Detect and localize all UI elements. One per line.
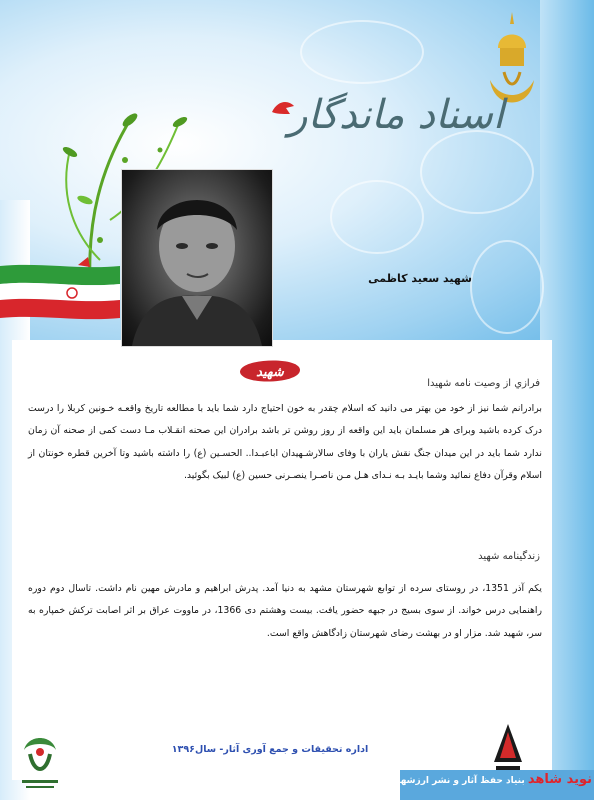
footer-brand [264, 772, 592, 794]
will-paragraph: برادرانم شما نیز از خود من بهتر می دانید که اسلام چقدر به خون احتیاج دارد شما باید با مطالعه تاریخ واقعـه خـونین کربلا را درست درک کرده باشید وبرای هر مسلمان باید این واقعه از روز روشن تر باشد برادران این صحنه انقـلاب مـا دست کمی از صحنه آن زمان ندارد شما باید در این میدان جنگ نقش یاران با وفای سالارشـهیدان اباعبـدا.. الحسـین (ع) را داشته باشید وتا آخرین قطره خونتان از اسلام وقرآن دفاع نمائید وشما بایـد بـه نـدای هـل مـن ناصـرا ینصـرنی حسین (ع) لبیک بگوئید. [28, 403, 542, 482]
iran-flag-image [0, 262, 120, 320]
biography-heading: زندگینامه شهید [478, 551, 540, 562]
footer-brand-red: نوید شاهد [527, 772, 592, 787]
martyr-badge [236, 352, 304, 390]
martyr-portrait-photo [122, 170, 272, 346]
biography-paragraph: یکم آذر 1351، در روستای سرده از توابع شهرستان مشهد به دنیا آمد. پدرش ابراهیم و مادرش مهین نام داشت. تاسال دوم دوره راهنمایی درس خواند. از سوی بسیج در جبهه حضور یافت. بیست وهشتم دی 1366، در ماووت عراق بر اثر اصابت ترکش خمپاره به سر، شهید شد. مزار او در بهشت رضای شهرستان زادگاهش واقع است. [28, 583, 542, 639]
decorative-swirl [300, 20, 424, 84]
portrait-silhouette [122, 170, 272, 346]
martyr-name: شهید سعید کاظمی [368, 272, 472, 285]
foundation-logo-left [18, 730, 62, 794]
decorative-swirl [470, 240, 544, 334]
footer-brand-text: بنیاد حفظ آثار و نشر ارزشهای دفاع مقدس خراسان رضوی [264, 776, 525, 786]
badge-label: شهید [256, 365, 284, 380]
will-heading: فرازي از وصيت نامه شهيدا [427, 378, 540, 389]
decorative-swirl [420, 130, 534, 214]
footer-office-text: اداره تحقیقات و جمع آوری آثار- سال۱۳۹۶ [171, 744, 369, 755]
decorative-swirl [330, 180, 424, 254]
document-title: اسناد ماندگار [288, 92, 504, 138]
